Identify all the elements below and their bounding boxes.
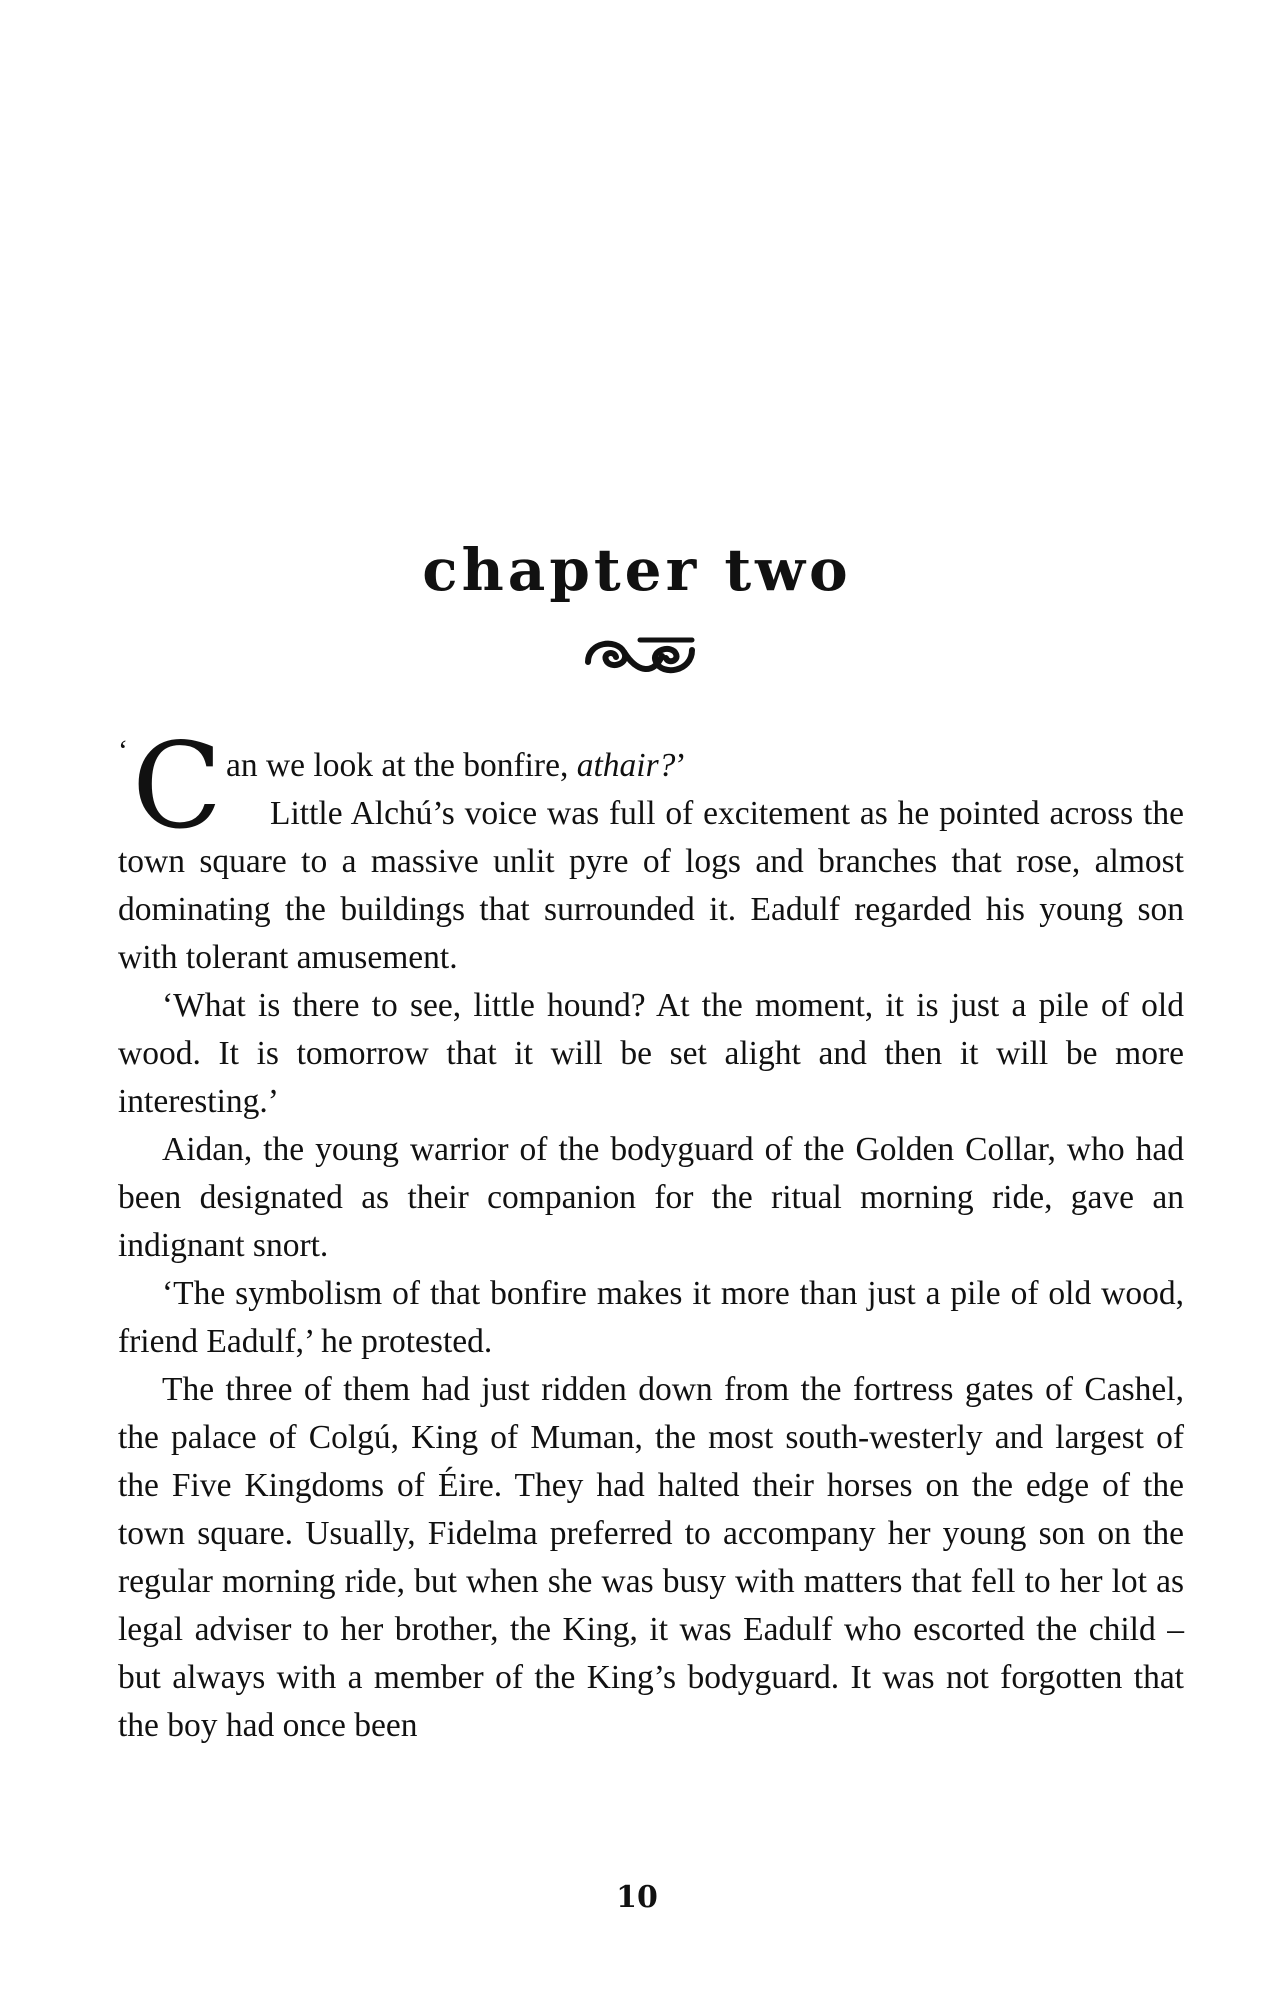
paragraph-1 bbox=[118, 717, 1184, 855]
opening-quote: ‘ bbox=[118, 734, 128, 767]
paragraph-5: ‘The symbolism of that bonfire makes it more than just a pile of old wood, friend Eadulf,’ he protested. bbox=[118, 1275, 1184, 1360]
paragraph-6: The three of them had just ridden down from the fortress gates of Cashel, the palace of Colgú, King of Muman, the most south-westerly and largest of the Five Kingdoms of Éire. They had halted their horses on the edge of the town square. Usually, Fidelma preferred to accompany her young son on the regular morning ride, but when she was busy with matters that fell to her lot as legal adviser to her brother, the King, it was Eadulf who escorted the child – but always with a member of the King’s bodyguard. It was not forgotten that the boy had once been bbox=[118, 1371, 1184, 1744]
drop-cap-letter: C bbox=[132, 717, 223, 855]
celtic-scroll-ornament-icon bbox=[580, 632, 700, 682]
paragraph-1-italic: athair? bbox=[576, 747, 676, 784]
dropcap-wrapper bbox=[118, 717, 226, 855]
page-number: 10 bbox=[616, 1880, 658, 1915]
paragraph-1-text: an we look at the bonfire, bbox=[226, 747, 577, 784]
paragraph-4: Aidan, the young warrior of the bodyguard of the Golden Collar, who had been designated as their companion for the ritual morning ride, gave an indignant snort. bbox=[118, 1131, 1184, 1264]
chapter-title: chapter two bbox=[422, 536, 852, 604]
paragraph-3: ‘What is there to see, little hound? At the moment, it is just a pile of old wood. It is tomorrow that it will be set alight and then it will be more interesting.’ bbox=[118, 987, 1184, 1120]
paragraph-1-closing-quote: ’ bbox=[675, 747, 687, 784]
paragraph-2: Little Alchú’s voice was full of excitement as he pointed across the town square to a massive unlit pyre of logs and branches that rose, almost dominating the buildings that surrounded it. Eadulf regarded his young son with tolerant amusement. bbox=[118, 795, 1184, 976]
chapter-body bbox=[118, 717, 1184, 1750]
